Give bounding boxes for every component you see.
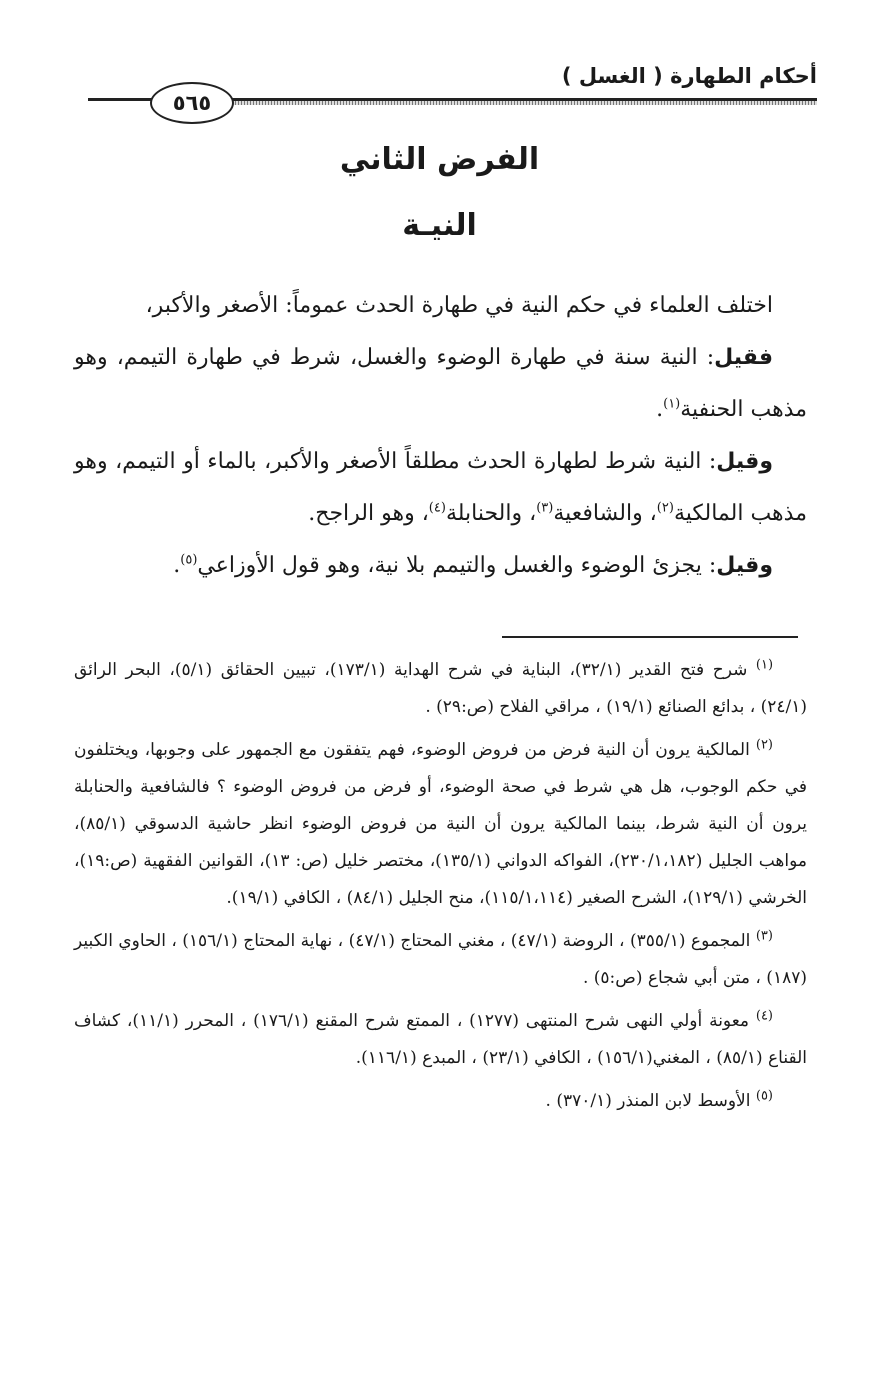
opinion-1-paragraph bbox=[74, 332, 807, 436]
footnote-ref-1[interactable]: (١) bbox=[663, 396, 681, 412]
footnote-ref-5[interactable]: (٥) bbox=[180, 552, 198, 568]
footnote-1-text: شرح فتح القدير (٣٢/١)، البناية في شرح الهداية (١٧٣/١)، تبيين الحقائق (٥/١)، البحر الرائق (٢٤/١) ، بدائع الصنائع (١٩/١) ، مراقي الفلاح (ص:٢٩) . bbox=[74, 660, 807, 717]
opinion-3-text: : يجزئ الوضوء والغسل والتيمم بلا نية، وهو قول الأوزاعي bbox=[197, 553, 717, 578]
footnote-separator bbox=[502, 636, 798, 638]
page-number bbox=[150, 82, 234, 124]
footnote-4-text: معونة أولي النهى شرح المنتهى (١٢٧٧) ، الممتع شرح المقنع (١٧٦/١) ، المحرر (١١/١)، كشاف القناع (٨٥/١) ، المغني(١٥٦/١) ، الكافي (٢٣/١) ، المبدع (١١٦/١). bbox=[74, 1011, 807, 1068]
main-text bbox=[74, 280, 807, 592]
footnote-marker-2: (٢) bbox=[755, 737, 773, 753]
footnote-5 bbox=[74, 1083, 807, 1120]
footnote-4 bbox=[74, 1003, 807, 1077]
opinion-2-text-b: ، والشافعية bbox=[553, 501, 657, 526]
footnote-3 bbox=[74, 923, 807, 997]
opinion-1-text: : النية سنة في طهارة الوضوء والغسل، شرط في طهارة التيمم، وهو مذهب الحنفية bbox=[74, 345, 807, 422]
footnote-3-text: المجموع (٣٥٥/١) ، الروضة (٤٧/١) ، مغني المحتاج (٤٧/١) ، نهاية المحتاج (١٥٦/١) ، الحاوي الكبير (١٨٧) ، متن أبي شجاع (ص:٥) . bbox=[74, 931, 807, 988]
opinion-2-keyword: وقيل bbox=[716, 449, 773, 474]
footnote-marker-5: (٥) bbox=[755, 1088, 773, 1104]
opinion-2-text-a: : النية شرط لطهارة الحدث مطلقاً الأصغر والأكبر، بالماء أو التيمم، وهو مذهب المالكية bbox=[74, 449, 807, 526]
section-title: النيـة bbox=[402, 208, 477, 243]
footnotes bbox=[74, 652, 807, 1126]
footnote-ref-4[interactable]: (٤) bbox=[428, 500, 446, 516]
footnote-2-text: المالكية يرون أن النية فرض من فروض الوضوء، فهم يتفقون مع الجمهور على وجوبها، ويختلفون في حكم الوجوب، هل هي شرط في صحة الوضوء، أو فرض من فروض الوضوء ؟ فالشافعية والحنابلة يرون أن النية شرط، بينما المالكية يرون أن النية من فروض الوضوء انظر حاشية الدسوقي (٨٥/١)، مواهب الجليل (٢٣٠/١،١٨٢)، الفواكه الدواني (١٣٥/١)، مختصر خليل (ص: ١٣)، القوانين الفقهية (ص:١٩)، الخرشي (١٢٩/١)، الشرح الصغير (١١٥/١،١١٤)، منح الجليل (٨٤/١) ، الكافي (١٩/١). bbox=[74, 740, 808, 908]
running-title: أحكام الطهارة ( الغسل ) bbox=[561, 64, 817, 88]
footnote-marker-3: (٣) bbox=[755, 928, 773, 944]
header-rule-shade bbox=[208, 101, 817, 105]
opinion-3-keyword: وقيل bbox=[716, 553, 773, 578]
footnote-marker-4: (٤) bbox=[755, 1008, 773, 1024]
opinion-1-keyword: فقيل bbox=[714, 345, 773, 370]
footnote-marker-1: (١) bbox=[755, 657, 774, 673]
footnote-5-text: الأوسط لابن المنذر (٣٧٠/١) . bbox=[545, 1091, 751, 1111]
footnote-ref-3[interactable]: (٣) bbox=[536, 500, 554, 516]
footnote-ref-2[interactable]: (٢) bbox=[656, 500, 674, 516]
footnote-2 bbox=[74, 732, 807, 917]
opinion-3-paragraph bbox=[74, 540, 807, 592]
opinion-1-end: . bbox=[656, 397, 664, 422]
page-number-text: ٥٦٥ bbox=[172, 91, 212, 115]
opinion-2-paragraph bbox=[74, 436, 807, 540]
opinion-2-text-c: ، والحنابلة bbox=[445, 501, 537, 526]
opinion-2-text-d: ، وهو الراجح. bbox=[308, 501, 429, 526]
chapter-title: الفرض الثاني bbox=[339, 142, 540, 177]
opinion-3-end: . bbox=[173, 553, 181, 578]
intro-paragraph: اختلف العلماء في حكم النية في طهارة الحدث عموماً: الأصغر والأكبر، bbox=[145, 293, 773, 318]
footnote-1 bbox=[74, 652, 807, 726]
